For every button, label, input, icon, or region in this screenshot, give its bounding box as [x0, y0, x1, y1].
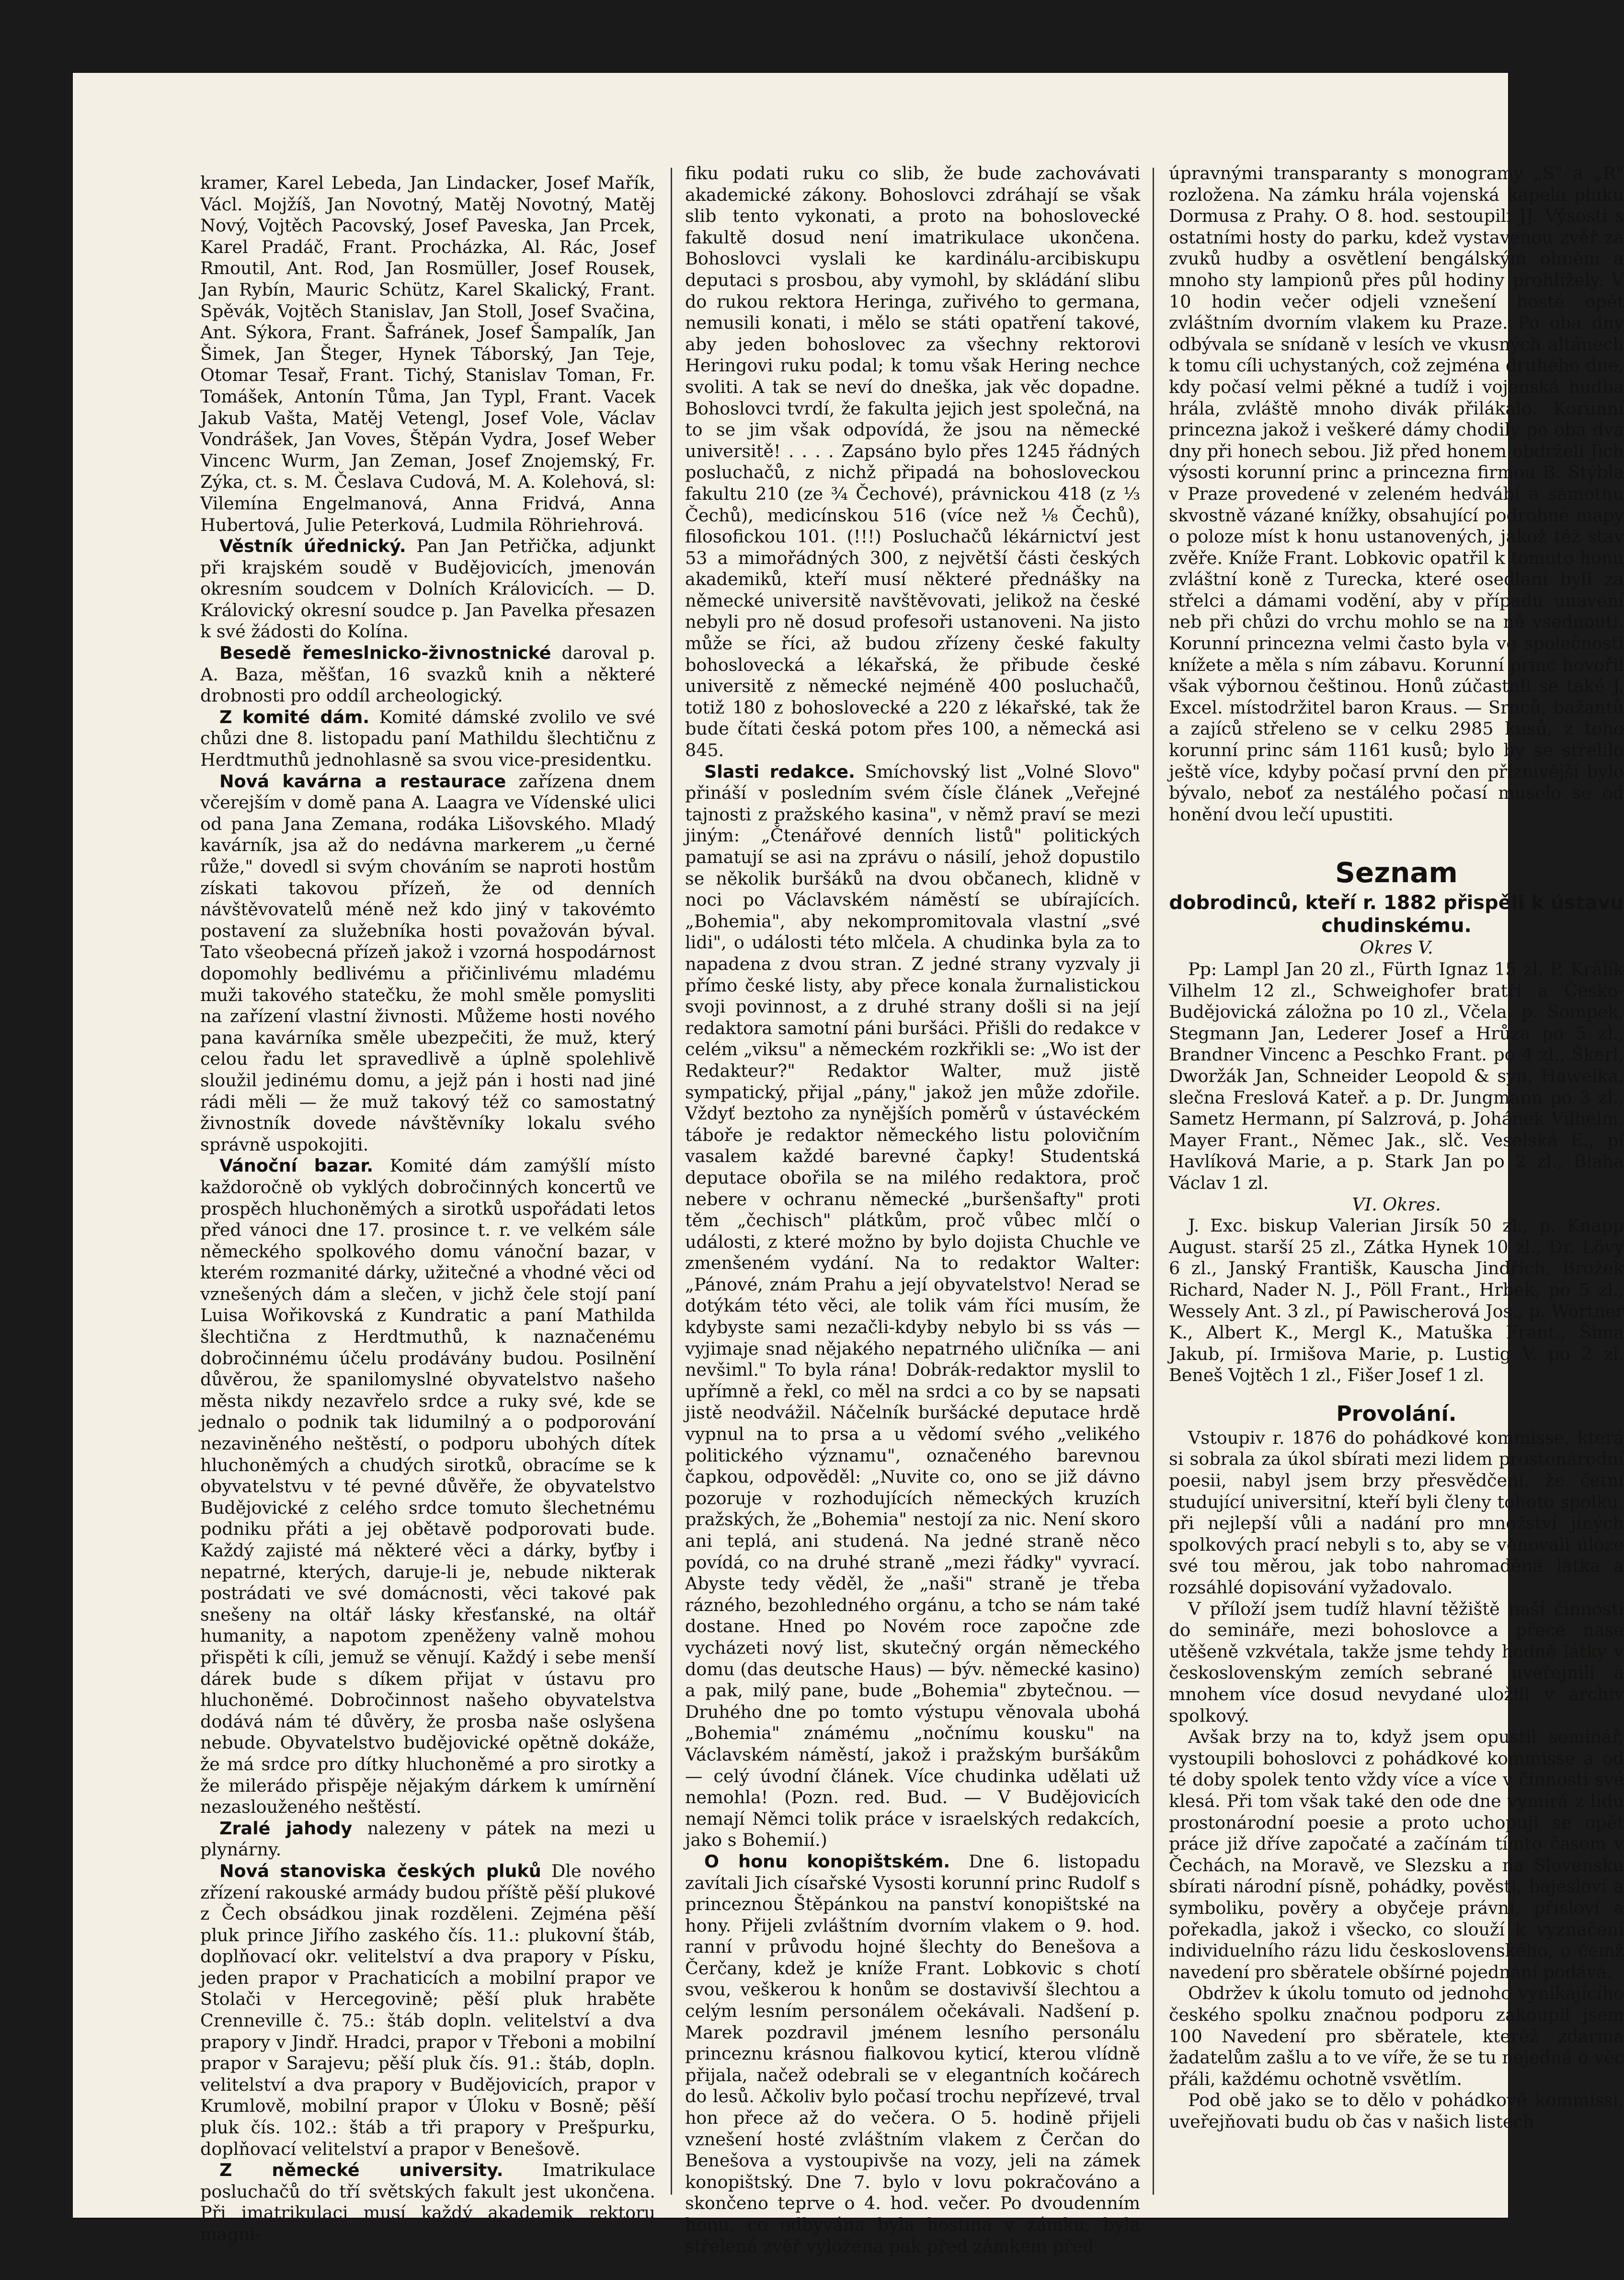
okres-6-list: J. Exc. biskup Valerian Jirsík 50 zl., p. Knapp August. starší 25 zl., Zátka Hynek 10 zl., Dr. Lövy 6 zl., Janský Františk, Kauscha Jindřich, Brožek Richard, Nader N. J., Pöll Frant., Hrbek, po 5 zl., Wessely Ant. 3 zl., pí Pawischerová Jos., p. Wortner K., Albert K., Mergl K., Matuška Frant., Šima Jakub, pí. Irmišova Marie, p. Lustig V. po 2 zl. Beneš Vojtěch 1 zl., Fišer Josef 1 zl. [1169, 1215, 1624, 1386]
paragraph-heading: Nová stanoviska českých pluků [219, 1860, 541, 1881]
provolani-paragraph: Avšak brzy na to, když jsem opustil seminář, vystoupili bohoslovci z pohádkové kommisse a od té doby spolek tento vždy více a více v činnosti své klesá. Při tom však také den ode dne vymírá z lidu prostonárodní poesie a proto uchopuji se opět práce již dříve započaté a začínám tímto časem v Čechách, na Moravě, ve Slezsku a na Slovensku sbírati národní písně, pohádky, pověsti, bájesloví a symboliku, pověry a obyčeje právní, přísloví a pořekadla, jakož i všecko, co slouží k vyznačení individuelního rázu lidu československého, o čemž navedení pro sběratele obšírné pojednání podává. [1169, 1727, 1624, 1982]
paragraph-heading: Slasti redakce. [704, 761, 855, 782]
paragraph-text: nalezeny v pátek na mezi u plynárny. [200, 1818, 656, 1860]
column-divider [1153, 168, 1154, 2195]
paragraph-text: Dne 6. listopadu zavítali Jich císařské Vysosti korunní princ Rudolf s princeznou Štěpánkou na panství konopištské na hony. Přijeli zvláštním dvorním vlakem o 9. hod. ranní v průvodu hojné šlechty do Benešova a Čerčany, kdež je kníže Frant. Lobkovic s chotí svou, veškerou k honům se dostavivší šlechtou a celým lesním personálem očekávali. Nadšení p. Marek pozdravil jménem lesního personálu princeznu krásnou fialkovou kyticí, kterou vlídně přijala, načež odebrali se v elegantních kočárech do lesů. Ačkoliv bylo počasí trochu nepřízevé, trval hon přece až do večera. O 5. hodině přijeli vznešení hosté zvláštním vlakem z Čerčan do Benešova a vystoupivše na vozy, jeli na zámek konopištský. Dne 7. bylo v lovu pokračováno a skončeno teprve o 4. hod. večer. Po dvoudenním honu, co odbyvána byla hostina v zámku, byla střelená zvěř vyložena pak před zámkem před [685, 1851, 1140, 2257]
column-left [200, 173, 656, 2245]
paragraph-heading: Věstník úřednický. [219, 536, 406, 557]
paragraph-text: Komité dámské zvolilo ve své chůzi dne 8. listopadu paní Mathildu šlechtičnu z Herdtmuthů jednohlasně sa svou vice-presidentku. [200, 706, 656, 771]
paragraph-text: Imatrikulace posluchačů do tří světských fakult jest ukončena. Při imatrikulaci musí každý akademik rektoru magni- [200, 2160, 655, 2245]
seznam-subtitle: dobrodinců, kteří r. 1882 přispěli k ústavu chudinskému. [1169, 892, 1624, 937]
paragraph-heading: Vánoční bazar. [219, 1155, 374, 1176]
okres-5-heading: Okres V. [1360, 937, 1433, 958]
news-paragraph [200, 1861, 655, 2160]
provolani-paragraph: Pod obě jako se to dělo v pohádkové kommissi, uveřejňovati budu ob čas v našich listech [1169, 2090, 1624, 2132]
paragraph-heading: Nová kavárna a restaurace [219, 771, 506, 792]
provolani-paragraph: V příloží jsem tudíž hlavní těžiště naší činnosti do semináře, mezi bohoslovce a přece nase utěšeně vzkvétala, takže jsme tehdy hodně látky v československým zemích sebrané uveřejnili a mnohem více dosud nevydané uložili v archiv spolkový. [1169, 1598, 1624, 1726]
paragraph-text: fiku podati ruku co slib, že bude zachovávati akademické zákony. Bohoslovci zdráhají se však slib tento vykonati, a proto na bohoslovecké fakultě dosud není imatrikulace ukončena. Bohoslovci vyslali ke kardinálu-arcibiskupu deputaci s prosbou, aby vymohl, by skládání slibu do rukou rektora Heringa, zuřivého to germana, nemusili konati, i mělo se státi opatření takové, aby jeden bohoslovec za všechny rektorovi Heringovi ruku podal; k tomu však Hering nechce svoliti. A tak se neví do dneška, jak věc dopadne. Bohoslovci tvrdí, že fakulta jejich jest společná, na to se jim však odpovídá, že jsou na německé universitě! . . . . Zapsáno bylo přes 1245 řádných posluchačů, z nichž připadá na bohosloveckou fakultu 210 (ze ¾ Čechové), právnickou 418 (z ⅓ Čechů), medicínskou 516 (více než ⅛ Čechů), filosofickou 101. (!!!) Posluchačů lékárnictví jest 53 a mimořádných 300, z největší části českých akademiků, kteří musí některé přednášky na německé universitě navštěvovati, jelikož na české nebyli pro ně dosud profesoři ustanoveni. Na jisto může se říci, až budou zřízeny české fakulty bohoslovecká a lékařská, že přibude české universitě z německé nejméně 400 posluchačů, totiž 180 z bohoslovecké a 220 z lékařské, tak že bude čítati česká potom přes 100, a německá asi 845. [685, 163, 1140, 761]
paragraph-heading: Zralé jahody [219, 1818, 353, 1839]
news-paragraph [1169, 163, 1624, 825]
paragraph-text: kramer, Karel Lebeda, Jan Lindacker, Josef Mařík, Václ. Mojžíš, Jan Novotný, Matěj Novotný, Matěj Nový, Vojtěch Pacovský, Josef Paveska, Jan Prcek, Karel Pradáč, Frant. Procházka, Al. Rác, Josef Rmoutil, Ant. Rod, Jan Rosmüller, Josef Rousek, Jan Rybín, Mauric Schütz, Karel Skalický, Frant. Spěvák, Vojtěch Stanislav, Jan Stoll, Josef Svačina, Ant. Sýkora, Frant. Šafránek, Josef Šampalík, Jan Šimek, Jan Šteger, Hynek Táborský, Jan Teje, Otomar Tesař, Frant. Tichý, Stanislav Toman, Fr. Tomášek, Antonín Tůma, Jan Typl, Frant. Vacek Jakub Vašta, Matěj Vetengl, Josef Vole, Václav Vondrášek, Jan Voves, Štěpán Vydra, Josef Weber Vincenc Wurm, Jan Zeman, Josef Znojemský, Fr. Zýka, ct. s. M. Česlava Cudová, M. A. Kolehová, sl: Vilemína Engelmanová, Anna Fridvá, Anna Hubertová, Julie Peterková, Ludmila Röhriehrová. [200, 173, 655, 535]
column-divider [671, 168, 672, 2195]
news-paragraph [200, 1818, 655, 1861]
column-middle [685, 163, 1140, 2257]
news-paragraph [200, 2160, 655, 2245]
news-paragraph [685, 163, 1140, 761]
provolani-paragraph: Vstoupiv r. 1876 do pohádkové kommisse, která si sobrala za úkol sbírati mezi lidem prostonárodní poesii, nabyl jsem brzy přesvědčení, že četní studující universitní, kteří byli členy tohoto spolku, při nejlepší vůli a nadání pro množství jiných spolkových prací nebyli s to, aby se věnovali úloze své tou měrou, jak tobo nahromaděná látka a rozsáhlé dopisování vyžadovalo. [1169, 1427, 1624, 1598]
paragraph-text: Dle nového zřízení rakouské armády budou příště pěší plukové z Čech obsádkou jinak rozděleni. Zejména pěší pluk prince Jiřího zaského čís. 11.: plukovní štáb, doplňovací okr. velitelství a dva prapory v Písku, jeden prapor v Prachaticích a mobilní prapor ve Stolači v Hercegovině; pěší pluk hraběte Crenneville č. 75.: štáb dopln. velitelství a dva prapory v Jindř. Hradci, prapor v Třeboni a mobilní prapor v Sarajevu; pěší pluk čís. 91.: štáb, dopln. velitelství a dva prapory v Budějovicích, prapor v Krumlově, mobilní prapor v Úloku v Bosně; pěší pluk čís. 102.: štáb a tři prapory v Prešpurku, doplňovací velitelství a prapor v Benešově. [200, 1860, 655, 2159]
news-paragraph [200, 173, 655, 536]
news-paragraph [200, 643, 655, 707]
paragraph-text: zařízena dnem včerejším v domě pana A. Laagra ve Vídenské ulici od pana Jana Zemana, rodáka Lišovského. Mladý kavárník, jsa až do nedávna markerem „u černé růže," dovedl si svým chováním se naproti hostům získati takovou přízeň, že od denních návštěvovatelů méně než kdo jiný v takovémto postavení za služebníka hosti považován býval. Tato všeobecná přízeň jakož i vzorná hospodárnost dopomohly bedlivému a přičinlivému mladému muži takového statečku, že mohl směle pomysliti na zařízení vlastní živnosti. Můžeme hosti nového pana kavárníka směle ubezpečiti, že muž, který celou řadu let spravedlivě a úplně spolehlivě sloužil jedinému domu, a jejž pán i hosti nad jiné rádi měli — že muž takový též co samostatný živnostník dovede návštěvníky lokalu svého správně uspokojiti. [200, 771, 655, 1155]
newspaper-page [72, 72, 1624, 2257]
seznam-title: Seznam [1335, 856, 1458, 889]
paragraph-heading: O honu konopištském. [704, 1851, 950, 1872]
news-paragraph [200, 771, 655, 1156]
paragraph-heading: Z komité dám. [219, 706, 370, 727]
provolani-paragraph: Obdržev k úkolu tomuto od jednoho vynikajícího českého spolku značnou podporu zakoupil jsem 100 Navedení pro sběratele, kteréž zdarma žadatelům zašlu a to ve víře, že se tu nejedná o věc přáli, každému ochotně vsvětlím. [1169, 1983, 1624, 2089]
news-paragraph [200, 1155, 655, 1818]
paragraph-heading: Besedě řemeslnicko-živnostnické [219, 643, 551, 664]
okres-5-list: Pp: Lampl Jan 20 zl., Fürth Ignaz 15 zl. P. Králík Vilhelm 12 zl., Schweighofer bratří a Česko-Budějovická záložna po 10 zl., Včela, p. Sompek, Stegmann Jan, Lederer Josef a Hrůza po 5 zl., Brandner Vincenc a Peschko Frant. po 4 zl., Škerl, Dworžák Jan, Schneider Leopold & syn, Hawelka, slečna Freslová Kateř. a p. Dr. Jungmann po 3 zl., Sametz Hermann, pí Salzrová, p. Johánek Vilhelm, Mayer Frant., Němec Jak., slč. Veselská E., pí Havlíková Marie, a p. Stark Jan po 2 zl., Blaha Václav 1 zl. [1169, 959, 1624, 1193]
paragraph-text: Komité dám zamýšlí místo každoročně ob vyklých dobročinných koncertů ve prospěch hluchoněmých a sirotků uspořádati letos před vánoci dne 17. prosince t. r. ve velkém sále německého spolkového domu vánoční bazar, v kterém rozmanité dárky, užitečné a vhodné věci od vznešených dám a slečen, v jichž čele stojí paní Luisa Wořikovská z Kundratic a paní Mathilda šlechtična z Herdtmuthů, k naznačenému dobročinnému účelu prodávány budou. Posilnění důvěrou, že spanilomyslné obyvatelstvo našeho města nikdy nezavřelo srdce a ruky své, kde se jednalo o podnik tak lidumilný a o podporování nezaviněného neštěstí, o podporu ubohých dítek hluchoněmých a chudých sirotků, obracíme se k obyvatelstvu v té pevné důvěře, že obyvatelstvo Budějovické z celého srdce tomuto šlechetnému podniku přáti a jej obětavě podporovati bude. Každý zajisté má některé věci a dárky, byťby i nepatrné, kterých, daruje-li je, nebude nikterak postrádati ve své domácnosti, věci takové pak snešeny na oltář lásky křesťanské, na oltář humanity, a napotom zpeněženy valně mohou přispěti k cíli, jemuž se věnují. Každý i sebe menší dárek bude s díkem přijat v ústavu pro hluchoněmé. Dobročinnost našeho obyvatelstva dodává nám té důvěry, že prosba naše oslyšena nebude. Obyvatelstvo budějovické opětně dokáže, že má srdce pro dítky hluchoněmé a pro sirotky a že milerádo přispěje nějakým dárkem k umírnění nezaslouženého neštěstí. [200, 1155, 655, 1818]
news-paragraph [200, 707, 655, 771]
paragraph-text: úpravnými transparanty s monogramy „S" a „R" rozložena. Na zámku hrála vojenská kapela pluku Dormusa z Prahy. O 8. hod. sestoupili JJ. Výsosti s ostatními hosty do parku, kdež vystavenou zvěř za zvuků hudby a osvětlení bengálským ohněm a mnoho sty lampionů přes půl hodiny prohlížely. V 10 hodin večer odjeli vznešení hosté opět zvláštním dvorním vlakem ku Praze. Po oba dny odbývala se snídaně v lesích ve vkusných altánech k tomu cíli uchystaných, což zejména druhého dne, kdy počasí velmi pěkné a tudíž i vojenská hudba hrála, zvláště mnoho divák přilákalo. Korunní princezna jakož i veškeré dámy chodily po oba dva dny při honech sebou. Již před honem obdrželi Jich výsosti korunní princ a princezna firmou B. Stýbla v Praze provedené v zeleném hedvábí a samotnu skvostně vázané knížky, obsahující podrobné mapy o poloze míst k honu ustanovených, jakož též stav zvěře. Kníže Frant. Lobkovic opatřil k tomuto honu zvláštní koně z Turecka, které osedlaní byli za střelci a dámami vodění, aby v případu unavení neb při chůzi do vrchu mohlo se na ně vsednouti. Korunní princezna velmi často byla ve společnosti knížete a měla s ním zábavu. Korunní princ hovořil však výbornou češtinou. Honů zúčastnil se také J. Excel. místodržitel baron Kraus. — Srnců, bažantů a zajíců střeleno se v celku 2985 kusů, z toho korunní princ sám 1161 kusů; bylo by se střelilo ještě více, kdyby počasí první den příznivější bylo bývalo, neboť za nestálého počasí muselo se od honění dvou lečí upustiti. [1169, 163, 1624, 825]
paragraph-text: daroval p. A. Baza, měšťan, 16 svazků knih a některé drobnosti pro oddíl archeologický. [200, 643, 655, 706]
news-paragraph [200, 536, 655, 643]
column-right [1169, 163, 1624, 2190]
paragraph-text: Pan Jan Petřička, adjunkt při krajském soudě v Budějovicích, jmenován okresním soudcem v Dolních Královicích. — D. Královický okresní soudce p. Jan Pavelka přesazen k své žádosti do Kolína. [200, 536, 655, 642]
provolani-title: Provolání. [1336, 1401, 1457, 1426]
paragraph-text: Smíchovský list „Volné Slovo" přináší v posledním svém čísle článek „Veřejné tajnosti z pražského kasina", v němž praví se mezi jiným: „Čtenářové denních listů" politických pamatují se asi na zprávu o násilí, jehož dopustilo se několik buršáků na dvou občanech, klidně v noci po Václavském náměstí se ubírajících. „Bohemia", aby nekompromitovala vlastní „své lidi", o události této mlčela. A chudinka byla za to napadena z dvou stran. Z jedné strany vyzvaly ji přímo české listy, aby přece konala žurnalistickou svoji povinnost, a z druhé strany došli si na její redaktora samotní páni buršáci. Přišli do redakce v celém „viksu" a německém rozkřikli se: „Wo ist der Redakteur?" Redaktor Walter, muž jistě sympatický, přijal „pány," jakož jen může zdořile. Vždyť beztoho za nynějších poměrů v ústavéckém táboře je redaktor německého listu polovičním vasalem každé barevné čapky! Studentská deputace obořila se na milého redaktora, proč nebere v ochranu německé „buršenšafty" proti těm „čechisch" plátkům, proč vůbec mlčí o události, z které možno by bylo dojista Chuchle ve zmenšeném vydání. Na to redaktor Walter: „Pánové, znám Prahu a její obyvatelstvo! Nerad se dotýkám této věci, ale tolik vám říci musím, že kdybyste sami nezačli-kdyby nebylo bi ss vás — vyjimaje snad nějakého nepatrného uličníka — ani nevšiml." To byla rána! Dobrák-redaktor myslil to upřímně a řekl, co měl na srdci a co by se napsati jistě neodvážil. Náčelník buršácké deputace hrdě vypnul na to prsa a u vědomí svého „velikého politického významu", označeného barevnou čapkou, odpověděl: „Nuvite co, ono se již dávno pozoruje v rozhodujících německých kruzích pražských, že „Bohemia" nestojí za nic. Není skoro ani teplá, ani studená. Na jedné straně něco povídá, co na druhé straně „mezi řádky" vyvrací. Abyste tedy věděl, že „naši" straně je třeba rázného, bezohledného orgánu, a tcho se nám také dostane. Hned po Novém roce započne zde vycházeti nový list, skutečný orgán německého domu (das deutsche Haus) — býv. německé kasino) a pak, milý pane, bude „Bohemia" zbytečnou. — Druhého dne po tomto výstupu věnovala ubohá „Bohemia" známému „nočnímu kousku" na Václavském náměstí, jakož i pražským buršákům — celý úvodní článek. Více chudinka udělati už nemohla! (Pozn. red. Bud. — V Budějovicích nemají Němci tolik práce v israelských redakcích, jako s Bohemií.) [685, 761, 1140, 1851]
news-paragraph [685, 761, 1140, 1851]
paragraph-heading: Z německé university. [219, 2160, 503, 2181]
news-paragraph [685, 1851, 1140, 2257]
okres-6-heading: VI. Okres. [1352, 1194, 1441, 1215]
